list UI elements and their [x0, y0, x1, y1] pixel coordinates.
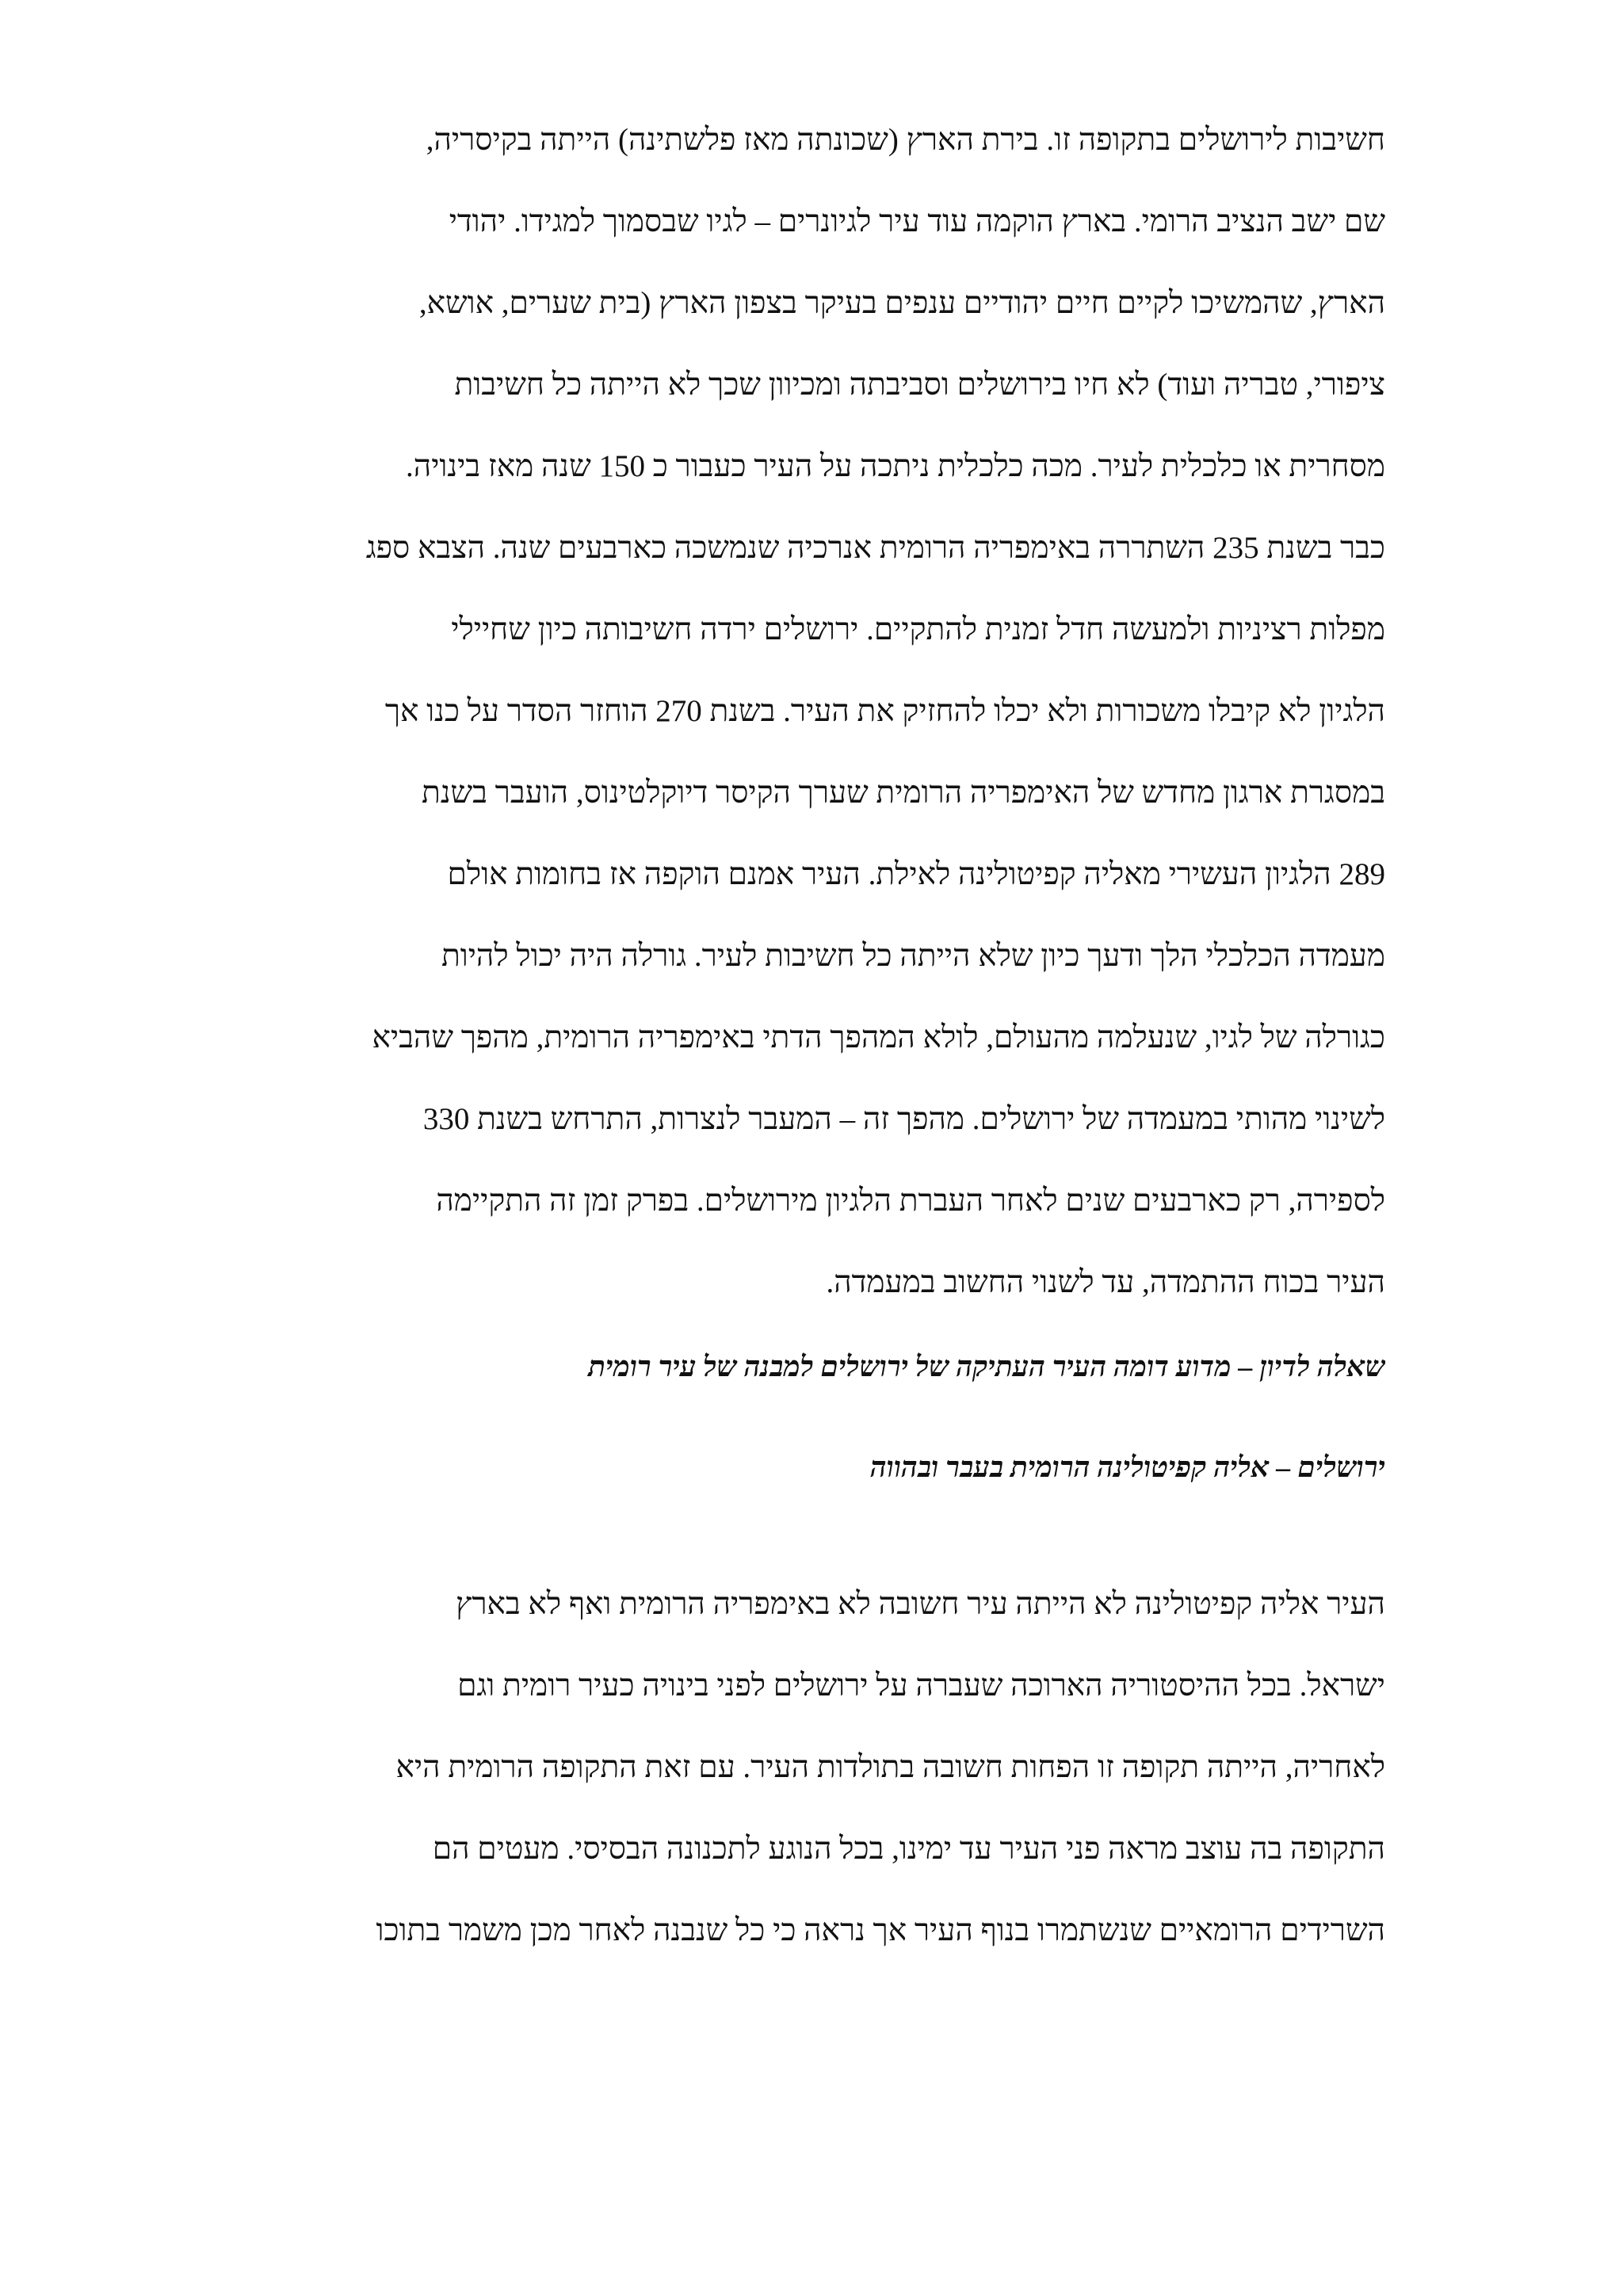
paragraph-line: כגורלה של לגיו, שנעלמה מהעולם, לולא המהפך הדתי באימפריה הרומית, מהפך שהביא: [372, 1020, 1385, 1055]
paragraph-line: השרידים הרומאיים שנשתמרו בנוף העיר אך נראה כי כל שנבנה לאחר מכן משמר בתוכו: [376, 1913, 1385, 1947]
paragraph-line: ציפורי, טבריה ועוד) לא חיו בירושלים וסביבתה ומכיוון שכך לא הייתה כל חשיבות: [454, 368, 1385, 402]
paragraph-line: הלגיון לא קיבלו משכורות ולא יכלו להחזיק את העיר. בשנת 270 הוחזר הסדר על כנו אך: [384, 694, 1385, 728]
paragraph-line: לספירה, רק כארבעים שנים לאחר העברת הלגיון מירושלים. בפרק זמן זה התקיימה: [436, 1184, 1385, 1218]
paragraph-line: התקופה בה עוצב מראה פני העיר עד ימינו, בכל הנוגע לתכנונה הבסיסי. מעטים הם: [432, 1832, 1385, 1866]
paragraph-line: 289 הלגיון העשירי מאליה קפיטולינה לאילת. העיר אמנם הוקפה אז בחומות אולם: [447, 857, 1385, 891]
paragraph-line: מסחרית או כלכלית לעיר. מכה כלכלית ניתכה על העיר כעבור כ 150 שנה מאז בינויה.: [406, 449, 1385, 483]
paragraph-line: הארץ, שהמשיכו לקיים חיים יהודיים ענפים בעיקר בצפון הארץ (בית שערים, אושא,: [418, 286, 1385, 320]
paragraph-line: חשיבות לירושלים בתקופה זו. בירת הארץ (שכונתה מאז פלשתינה) הייתה בקיסריה,: [426, 123, 1385, 157]
section-heading: ירושלים – אליה קפיטולינה הרומית בעבר ובהווה: [869, 1451, 1385, 1483]
paragraph-line: שם ישב הנציב הרומי. בארץ הוקמה עוד עיר לגיונרים – לגיו שבסמוך למגידו. יהודי: [449, 204, 1385, 238]
paragraph-line: ישראל. בכל ההיסטוריה הארוכה שעברה על ירושלים לפני בינויה כעיר רומית וגם: [457, 1669, 1385, 1703]
paragraph-line: מעמדה הכלכלי הלך ודעך כיון שלא הייתה כל חשיבות לעיר. גורלה היה יכול להיות: [441, 939, 1385, 973]
paragraph-line: לאחריה, הייתה תקופה זו הפחות חשובה בתולדות העיר. עם זאת התקופה הרומית היא: [395, 1750, 1385, 1784]
paragraph-line: לשינוי מהותי במעמדה של ירושלים. מהפך זה – המעבר לנצרות, התרחש בשנת 330: [422, 1102, 1385, 1136]
paragraph-line: כבר בשנת 235 השתררה באימפריה הרומית אנרכיה שנמשכה כארבעים שנה. הצבא ספג: [365, 531, 1385, 565]
paragraph-line: במסגרת ארגון מחדש של האימפריה הרומית שערך הקיסר דיוקלטינוס, הועבר בשנת: [422, 776, 1385, 810]
paragraph-line: העיר בכוח ההתמדה, עד לשנוי החשוב במעמדה.: [826, 1265, 1385, 1299]
paragraph-line: מפלות רציניות ולמעשה חדל זמנית להתקיים. ירושלים ירדה חשיבותה כיון שחיילי: [451, 612, 1385, 646]
paragraph-line: העיר אליה קפיטולינה לא הייתה עיר חשובה לא באימפריה הרומית ואף לא בארץ: [456, 1587, 1385, 1621]
discussion-question: שאלה לדיון – מדוע דומה העיר העתיקה של ירושלים למבנה של עיר רומית: [588, 1351, 1385, 1383]
